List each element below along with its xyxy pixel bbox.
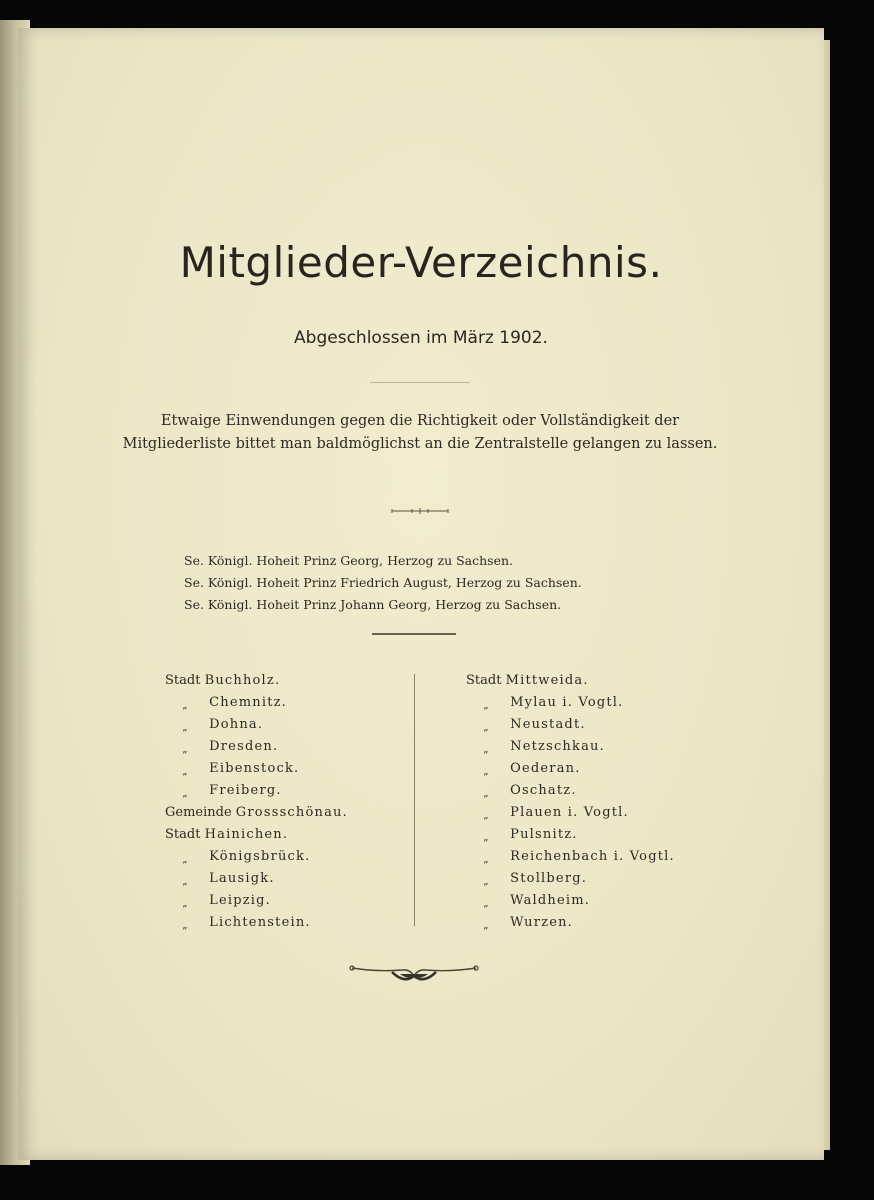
entry-name: Plauen i. Vogtl. <box>510 805 629 820</box>
entry-prefix: Stadt <box>165 673 201 688</box>
member-entry <box>165 802 415 824</box>
ditto-mark: „ <box>483 854 489 865</box>
entry-name: Königsbrück. <box>209 849 311 864</box>
ditto-mark: „ <box>182 766 188 777</box>
member-entry <box>165 824 415 846</box>
royal-patrons-list <box>184 550 684 616</box>
column-divider <box>414 674 415 926</box>
member-entry <box>165 890 415 912</box>
entry-prefix: Stadt <box>466 673 502 688</box>
entry-name: Neustadt. <box>510 717 586 732</box>
ditto-mark: „ <box>483 920 489 931</box>
ditto-mark: „ <box>483 876 489 887</box>
divider-rule <box>370 382 470 383</box>
entry-name: Netzschkau. <box>510 739 605 754</box>
member-entry <box>466 824 766 846</box>
ditto-mark: „ <box>182 700 188 711</box>
entry-name: Dohna. <box>209 717 264 732</box>
entry-name: Reichenbach i. Vogtl. <box>510 849 675 864</box>
entry-name: Dresden. <box>209 739 279 754</box>
ditto-mark: „ <box>483 788 489 799</box>
entry-name: Waldheim. <box>510 893 591 908</box>
member-entry <box>165 846 415 868</box>
member-entry <box>165 670 415 692</box>
entry-name: Hainichen. <box>204 827 289 842</box>
member-entry <box>466 912 766 934</box>
entry-name: Mittweida. <box>505 673 589 688</box>
member-entry <box>165 692 415 714</box>
ornament-flourish-icon <box>348 960 480 988</box>
entry-prefix: Gemeinde <box>165 805 232 820</box>
entry-name: Mylau i. Vogtl. <box>510 695 624 710</box>
ditto-mark: „ <box>182 876 188 887</box>
member-entry <box>165 758 415 780</box>
member-entry <box>466 736 766 758</box>
ditto-mark: „ <box>483 766 489 777</box>
ditto-mark: „ <box>182 854 188 865</box>
members-column-right <box>466 670 766 934</box>
page-subtitle: Abgeschlossen im März 1902. <box>294 328 548 348</box>
ditto-mark: „ <box>483 810 489 821</box>
ditto-mark: „ <box>483 700 489 711</box>
entry-name: Wurzen. <box>510 915 574 930</box>
entry-name: Buchholz. <box>204 673 281 688</box>
page-title: Mitglieder-Verzeichnis. <box>179 238 663 287</box>
member-entry <box>466 692 766 714</box>
royal-patron-line: Se. Königl. Hoheit Prinz Georg, Herzog zu Sachsen. <box>184 553 513 568</box>
ornament-small-icon <box>390 506 450 516</box>
ditto-mark: „ <box>182 898 188 909</box>
ditto-mark: „ <box>182 920 188 931</box>
entry-name: Freiberg. <box>209 783 282 798</box>
member-entry <box>466 714 766 736</box>
entry-prefix: Stadt <box>165 827 201 842</box>
royal-patron-line: Se. Königl. Hoheit Prinz Johann Georg, Herzog zu Sachsen. <box>184 597 562 612</box>
member-entry <box>165 714 415 736</box>
member-entry <box>466 802 766 824</box>
document-page <box>18 28 824 1160</box>
entry-name: Grossschönau. <box>235 805 348 820</box>
ditto-mark: „ <box>483 722 489 733</box>
member-entry <box>466 868 766 890</box>
entry-name: Chemnitz. <box>209 695 288 710</box>
ditto-mark: „ <box>182 744 188 755</box>
entry-name: Stollberg. <box>510 871 588 886</box>
entry-name: Oschatz. <box>510 783 577 798</box>
ditto-mark: „ <box>483 898 489 909</box>
member-entry <box>165 868 415 890</box>
member-entry <box>466 670 766 692</box>
member-entry <box>165 780 415 802</box>
notice-paragraph: Etwaige Einwendungen gegen die Richtigkeit oder Vollständigkeit der Mitgliederliste bittet man baldmöglichst an die Zentralstelle gelangen zu lassen. <box>122 413 718 452</box>
ditto-mark: „ <box>182 788 188 799</box>
divider-rule-thick <box>372 633 456 635</box>
member-entry <box>165 912 415 934</box>
member-entry <box>466 846 766 868</box>
ditto-mark: „ <box>182 722 188 733</box>
royal-patron-line: Se. Königl. Hoheit Prinz Friedrich August, Herzog zu Sachsen. <box>184 575 582 590</box>
ditto-mark: „ <box>483 832 489 843</box>
member-entry <box>466 780 766 802</box>
entry-name: Leipzig. <box>209 893 272 908</box>
entry-name: Lichtenstein. <box>209 915 311 930</box>
entry-name: Oederan. <box>510 761 581 776</box>
entry-name: Lausigk. <box>209 871 275 886</box>
member-entry <box>165 736 415 758</box>
entry-name: Eibenstock. <box>209 761 300 776</box>
members-column-left <box>165 670 415 934</box>
member-entry <box>466 890 766 912</box>
entry-name: Pulsnitz. <box>510 827 578 842</box>
member-entry <box>466 758 766 780</box>
ditto-mark: „ <box>483 744 489 755</box>
